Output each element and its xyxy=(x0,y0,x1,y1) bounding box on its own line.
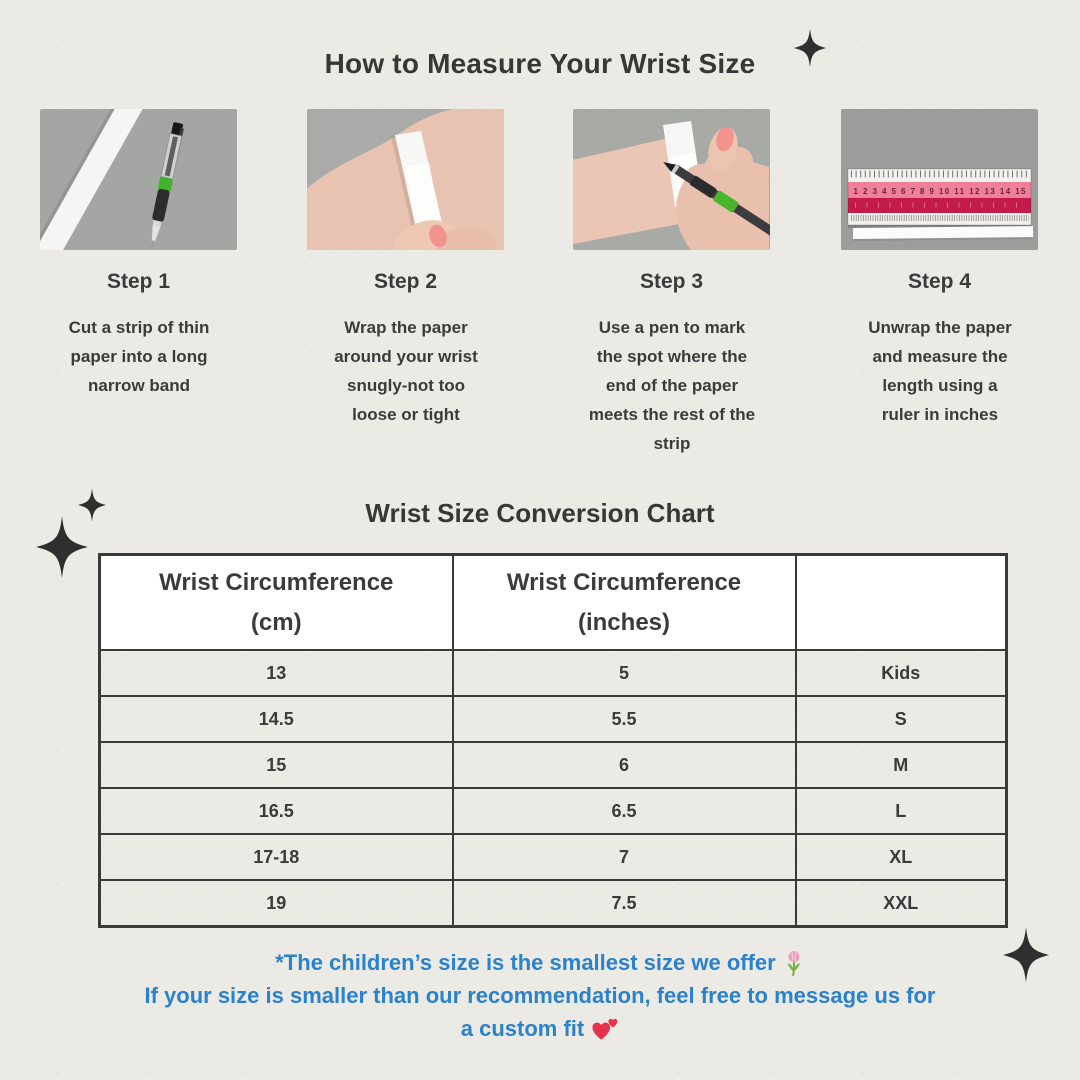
sparkle-icon xyxy=(78,488,106,522)
table-row xyxy=(100,696,1007,742)
inches-value: 6 xyxy=(453,742,796,788)
col-header-cm: Wrist Circumference (cm) xyxy=(100,555,453,651)
table-row xyxy=(100,788,1007,834)
step1-label: Step 1 xyxy=(106,270,171,293)
table-header-row xyxy=(100,555,1007,651)
inches-value: 5.5 xyxy=(453,696,796,742)
step2-label: Step 2 xyxy=(373,270,438,293)
size-value: M xyxy=(796,742,1007,788)
paper-and-pen-illustration xyxy=(40,109,237,250)
cm-value: 13 xyxy=(100,650,453,696)
cm-value: 14.5 xyxy=(100,696,453,742)
conversion-table xyxy=(98,553,1008,928)
table-row xyxy=(100,880,1007,927)
size-value: Kids xyxy=(796,650,1007,696)
size-value: XXL xyxy=(796,880,1007,927)
page-title: How to Measure Your Wrist Size xyxy=(324,48,756,79)
cm-value: 16.5 xyxy=(100,788,453,834)
col-header-size xyxy=(796,555,1007,651)
col-header-inches: Wrist Circumference (inches) xyxy=(453,555,796,651)
ruler-illustration xyxy=(841,109,1038,250)
step3-photo xyxy=(573,109,770,250)
step1-description: Cut a strip of thin paper into a long narrow band xyxy=(68,318,210,395)
footnote-line-3: a custom fit xyxy=(0,1016,1080,1042)
table-row xyxy=(100,834,1007,880)
sparkle-icon xyxy=(1003,927,1049,983)
step1-photo xyxy=(40,109,237,250)
table-row xyxy=(100,742,1007,788)
two-hearts-icon xyxy=(591,1017,619,1042)
step4-photo xyxy=(841,109,1038,250)
step2-photo xyxy=(307,109,504,250)
cm-value: 15 xyxy=(100,742,453,788)
size-value: S xyxy=(796,696,1007,742)
sparkle-icon xyxy=(794,28,826,68)
conversion-chart-title: Wrist Size Conversion Chart xyxy=(365,498,715,528)
cm-value: 19 xyxy=(100,880,453,927)
ruler-shape xyxy=(848,169,1031,228)
inches-value: 7.5 xyxy=(453,880,796,927)
sparkle-icon xyxy=(36,516,88,578)
inches-value: 7 xyxy=(453,834,796,880)
size-value: L xyxy=(796,788,1007,834)
mark-paper-illustration xyxy=(573,109,770,250)
table-row xyxy=(100,650,1007,696)
inches-value: 5 xyxy=(453,650,796,696)
footnote-line-2: If your size is smaller than our recommendation, feel free to message us for xyxy=(144,983,936,1008)
step4-label: Step 4 xyxy=(907,270,972,293)
cm-value: 17-18 xyxy=(100,834,453,880)
inches-value: 6.5 xyxy=(453,788,796,834)
wrap-paper-illustration xyxy=(307,109,504,250)
step3-label: Step 3 xyxy=(639,270,704,293)
step4-description: Unwrap the paper and measure the length using a ruler in inches xyxy=(868,318,1012,424)
step2-description: Wrap the paper around your wrist snugly-not too loose or tight xyxy=(334,318,478,424)
ruler-scale-numbers: 1 2 3 4 5 6 7 8 9 10 11 12 13 14 15 xyxy=(853,187,1026,196)
paper-strip-shape xyxy=(853,226,1033,241)
footnote-line-1: *The children’s size is the smallest size we offer xyxy=(0,949,1080,977)
step3-description: Use a pen to mark the spot where the end of the paper meets the rest of the strip xyxy=(588,318,756,453)
tulip-icon xyxy=(783,949,805,977)
size-value: XL xyxy=(796,834,1007,880)
